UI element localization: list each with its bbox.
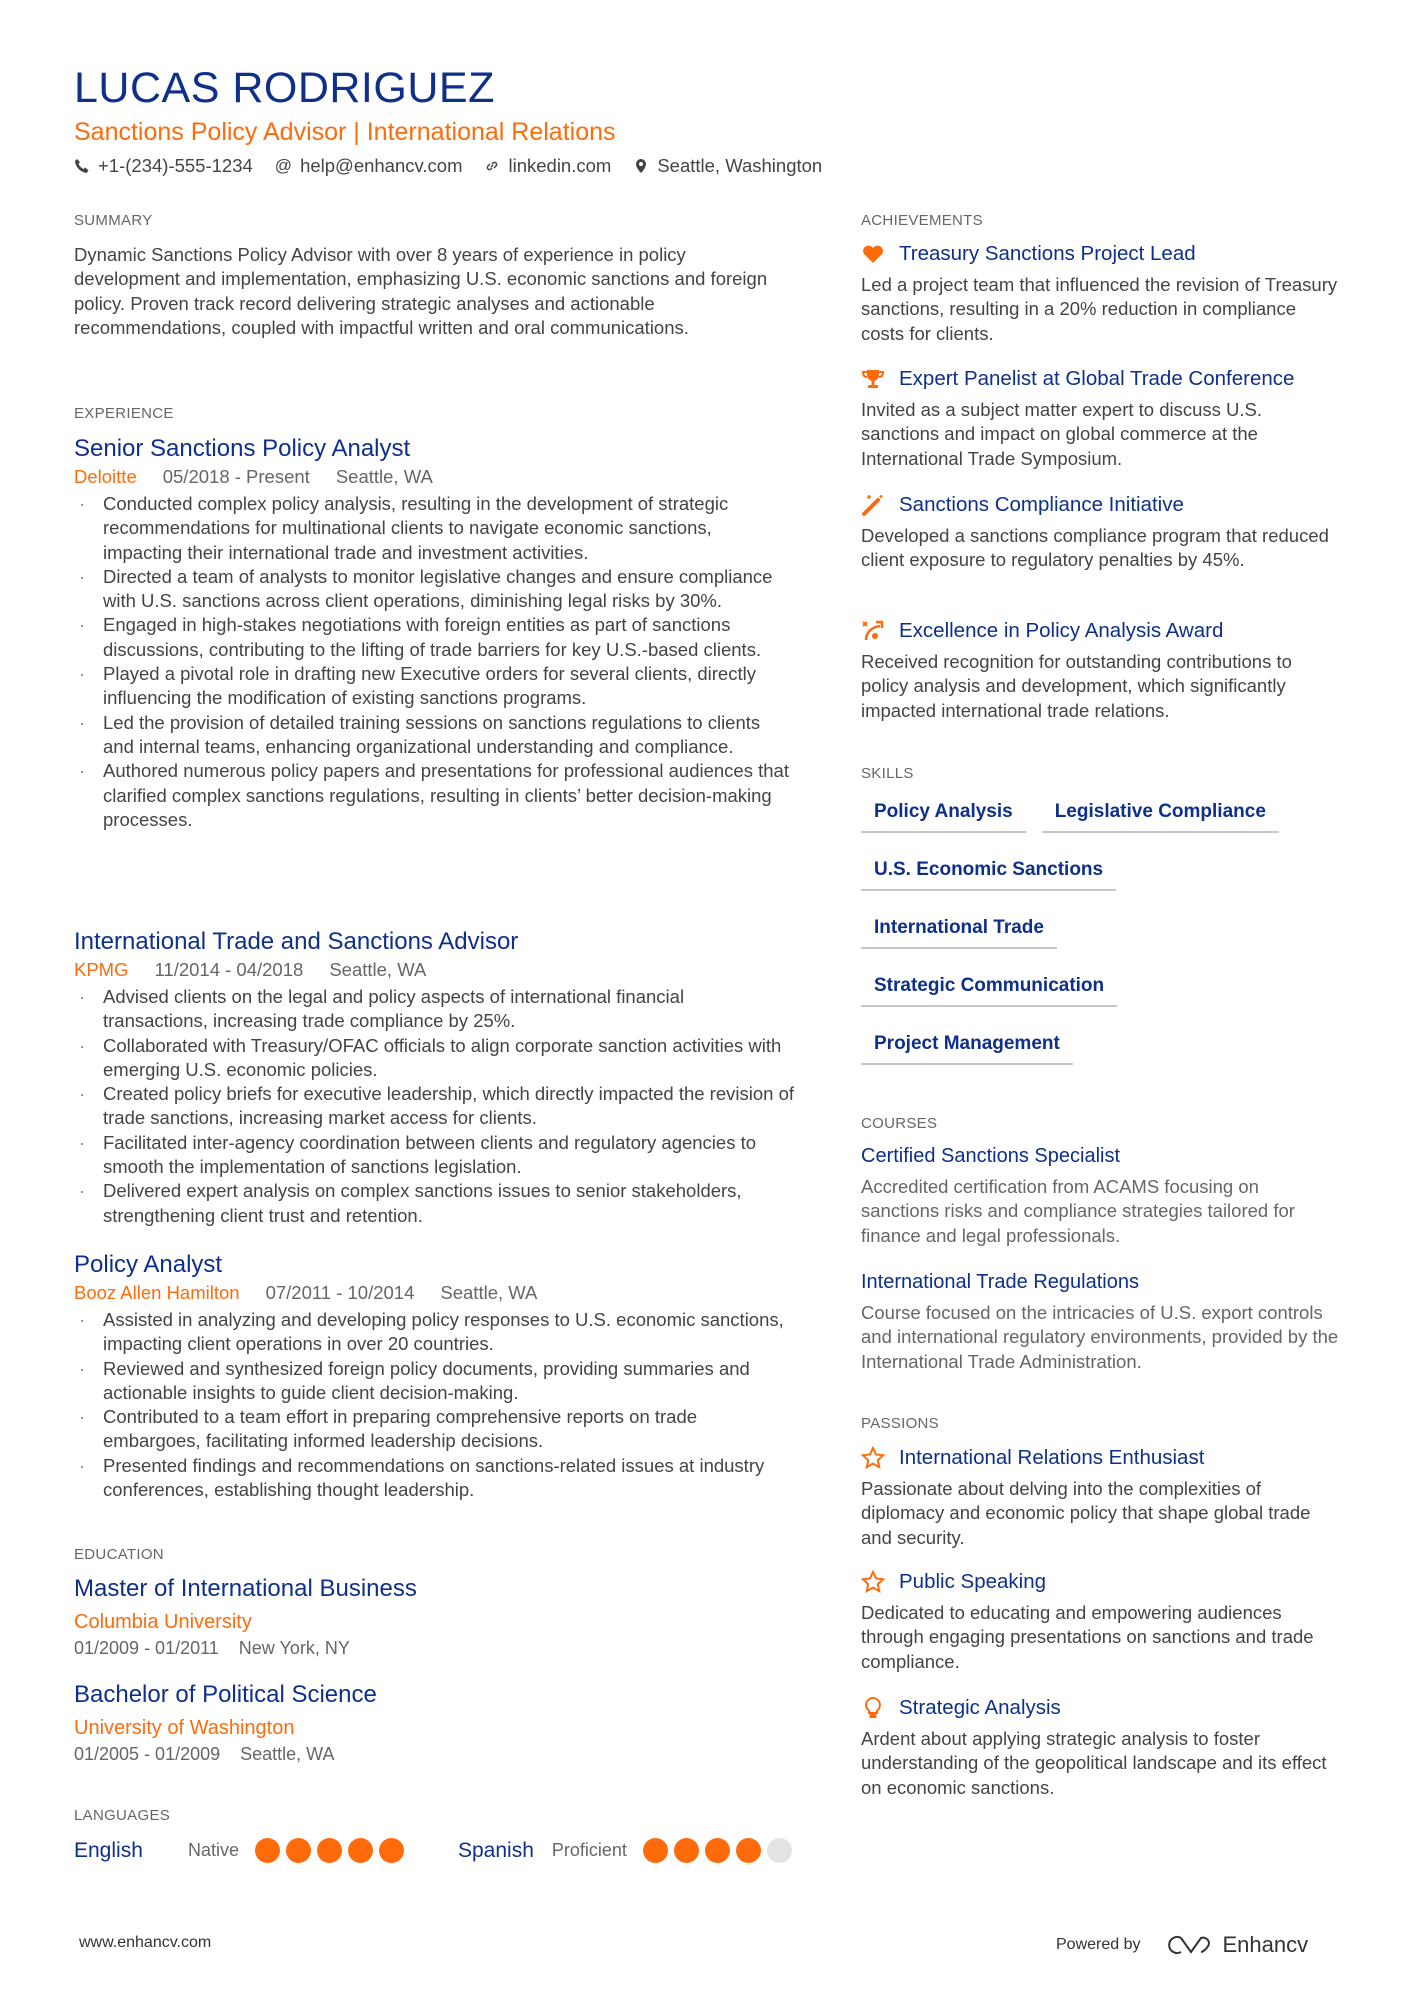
footer-branding (1056, 1932, 1308, 1958)
bullet: · Collaborated with Treasury/OFAC officials to align corporate sanction activities with emerging U.S. economic policies. (74, 1034, 794, 1083)
star-icon (861, 1570, 885, 1594)
passion-item (861, 1568, 1341, 1674)
skill-tag: U.S. Economic Sanctions (861, 853, 1116, 891)
languages-heading: LANGUAGES (74, 1807, 171, 1824)
achievement-title: Sanctions Compliance Initiative (899, 493, 1184, 516)
enhancv-logo-icon (1167, 1934, 1213, 1956)
skill-tag: International Trade (861, 911, 1057, 949)
passion-item (861, 1444, 1341, 1550)
phone: +1-(234)-555-1234 (98, 155, 253, 176)
edu-dates: 01/2009 - 01/2011 (74, 1638, 219, 1658)
bullet: · Engaged in high-stakes negotiations with foreign entities as part of sanctions discussions, contributing to the lifting of trade barriers for key U.S.-based clients. (74, 613, 794, 662)
footer-website[interactable]: www.enhancv.com (79, 1934, 212, 1951)
rating-dot-filled (348, 1838, 373, 1863)
link-icon (484, 158, 500, 174)
rating-dot-filled (736, 1838, 761, 1863)
school: Columbia University (74, 1611, 252, 1633)
skills-heading: SKILLS (861, 765, 914, 782)
bullet: · Played a pivotal role in drafting new Executive orders for several clients, directly influencing the modification of existing sanctions programs. (74, 662, 794, 711)
language-rating (255, 1838, 404, 1863)
passion-text: Passionate about delving into the complexities of diplomacy and economic policy that shape global trade and security. (861, 1478, 1311, 1548)
language-english (74, 1838, 404, 1863)
job-bullets (74, 1308, 794, 1502)
language-level: Proficient (551, 1840, 627, 1860)
job-bullets (74, 985, 794, 1228)
passion-title: Strategic Analysis (899, 1696, 1061, 1719)
strategy-icon (861, 619, 885, 643)
passion-text: Ardent about applying strategic analysis to foster understanding of the geopolitical landscape and its effect on economic sanctions. (861, 1728, 1327, 1798)
edu-location: New York, NY (238, 1638, 350, 1658)
job-title: International Trade and Sanctions Advisor (74, 928, 519, 955)
achievement-item (861, 365, 1341, 471)
job-location: Seattle, WA (440, 1282, 538, 1303)
rating-dot-filled (705, 1838, 730, 1863)
bullet: · Reviewed and synthesized foreign policy documents, providing summaries and actionable insights to guide client decision-making. (74, 1357, 794, 1406)
bullet: · Assisted in analyzing and developing policy responses to U.S. economic sanctions, impacting client operations in over 20 countries. (74, 1308, 794, 1357)
bullet: · Created policy briefs for executive leadership, which directly impacted the revision of trade sanctions, increasing market access for clients. (74, 1082, 794, 1131)
passion-title: International Relations Enthusiast (899, 1446, 1205, 1469)
bullet: · Led the provision of detailed training sessions on sanctions regulations to clients and internal teams, enhancing organizational understanding and compliance. (74, 711, 794, 760)
job-location: Seattle, WA (335, 466, 433, 487)
skill-tag: Legislative Compliance (1042, 795, 1279, 833)
job-entry (74, 1250, 794, 1502)
summary-text: Dynamic Sanctions Policy Advisor with over 8 years of experience in policy development and implementation, emphasizing U.S. economic sanctions and foreign policy. Proven track record delivering strategic analyses and actionable recommendations, coupled with impactful written and oral communications. (74, 244, 768, 339)
experience-heading: EXPERIENCE (74, 405, 174, 422)
magic-wand-icon (861, 493, 885, 517)
achievement-item (861, 617, 1341, 723)
star-icon (861, 1446, 885, 1470)
job-location: Seattle, WA (329, 959, 427, 980)
passion-text: Dedicated to educating and empowering audiences through engaging presentations on sanctions and trade compliance. (861, 1602, 1314, 1672)
language-rating (643, 1838, 792, 1863)
bullet: · Authored numerous policy papers and presentations for professional audiences that clarified complex sanctions regulations, resulting in clients’ better decision-making processes. (74, 759, 794, 832)
linkedin-link[interactable]: linkedin.com (508, 155, 612, 176)
bullet: · Conducted complex policy analysis, resulting in the development of strategic recommendations for multinational clients to navigate economic sanctions, impacting their international trade and investment activities. (74, 492, 794, 565)
education-entry (74, 1574, 794, 1660)
achievement-title: Excellence in Policy Analysis Award (899, 619, 1224, 642)
language-level: Native (188, 1840, 240, 1860)
school: University of Washington (74, 1717, 295, 1739)
education-entry (74, 1680, 794, 1766)
job-dates: 11/2014 - 04/2018 (154, 959, 304, 980)
passion-title: Public Speaking (899, 1570, 1047, 1593)
location: Seattle, Washington (657, 155, 823, 176)
skill-tag: Strategic Communication (861, 969, 1117, 1007)
achievement-title: Expert Panelist at Global Trade Conference (899, 367, 1295, 390)
rating-dot-filled (317, 1838, 342, 1863)
degree: Master of International Business (74, 1575, 417, 1602)
course-title: Certified Sanctions Specialist (861, 1145, 1121, 1167)
achievement-text: Led a project team that influenced the revision of Treasury sanctions, resulting in a 20% reduction in compliance costs for clients. (861, 274, 1338, 344)
courses-heading: COURSES (861, 1115, 938, 1132)
achievement-item (861, 491, 1341, 573)
heart-icon (861, 242, 885, 266)
passions-heading: PASSIONS (861, 1415, 939, 1432)
job-dates: 07/2011 - 10/2014 (265, 1282, 415, 1303)
course-text: Accredited certification from ACAMS focusing on sanctions risks and compliance strategies tailored for finance and legal professionals. (861, 1176, 1295, 1246)
job-entry (74, 434, 794, 832)
bullet: · Advised clients on the legal and policy aspects of international financial transactions, increasing trade compliance by 25%. (74, 985, 794, 1034)
achievement-text: Received recognition for outstanding contributions to policy analysis and development, which significantly impacted international trade relations. (861, 651, 1292, 721)
job-title: Senior Sanctions Policy Analyst (74, 435, 411, 462)
rating-dot-filled (643, 1838, 668, 1863)
company: KPMG (74, 959, 129, 980)
course-item (861, 1142, 1341, 1248)
skills-list (861, 795, 1341, 1065)
achievement-title: Treasury Sanctions Project Lead (899, 242, 1196, 265)
at-icon: @ (274, 156, 293, 175)
skill-tag: Project Management (861, 1027, 1073, 1065)
rating-dot-filled (379, 1838, 404, 1863)
rating-dot-filled (286, 1838, 311, 1863)
job-bullets (74, 492, 794, 832)
achievement-text: Invited as a subject matter expert to discuss U.S. sanctions and impact on global commerce at the International Trade Symposium. (861, 399, 1263, 469)
contact-bar (74, 155, 822, 177)
passion-item (861, 1694, 1341, 1800)
skill-tag: Policy Analysis (861, 795, 1026, 833)
edu-dates: 01/2005 - 01/2009 (74, 1744, 221, 1764)
bullet: · Presented findings and recommendations on sanctions-related issues at industry conferences, establishing thought leadership. (74, 1454, 794, 1503)
achievements-heading: ACHIEVEMENTS (861, 212, 983, 229)
email[interactable]: help@enhancv.com (300, 155, 463, 176)
bullet: · Facilitated inter-agency coordination between clients and regulatory agencies to smooth the implementation of sanctions legislation. (74, 1131, 794, 1180)
degree: Bachelor of Political Science (74, 1681, 377, 1708)
trophy-icon (861, 367, 885, 391)
job-dates: 05/2018 - Present (162, 466, 310, 487)
language-name: English (74, 1838, 143, 1862)
job-entry (74, 927, 794, 1228)
achievement-item (861, 240, 1341, 346)
achievement-text: Developed a sanctions compliance program that reduced client exposure to regulatory penalties by 45%. (861, 525, 1329, 571)
rating-dot-filled (674, 1838, 699, 1863)
course-item (861, 1268, 1341, 1374)
location-pin-icon (633, 158, 649, 174)
company: Deloitte (74, 466, 137, 487)
language-spanish (458, 1838, 792, 1863)
education-heading: EDUCATION (74, 1546, 164, 1563)
course-title: International Trade Regulations (861, 1271, 1139, 1293)
bullet: · Directed a team of analysts to monitor legislative changes and ensure compliance with U.S. sanctions across client operations, diminishing legal risks by 30%. (74, 565, 794, 614)
enhancv-brand: Enhancv (1222, 1932, 1309, 1957)
job-title: Policy Analyst (74, 1251, 223, 1278)
lightbulb-icon (861, 1696, 885, 1720)
edu-location: Seattle, WA (240, 1744, 335, 1764)
company: Booz Allen Hamilton (74, 1282, 240, 1303)
headline: Sanctions Policy Advisor | International Relations (74, 118, 616, 146)
rating-dot-filled (255, 1838, 280, 1863)
phone-icon (74, 158, 90, 174)
summary-heading: SUMMARY (74, 212, 153, 229)
bullet: · Contributed to a team effort in preparing comprehensive reports on trade embargoes, facilitating informed leadership decisions. (74, 1405, 794, 1454)
rating-dot-empty (767, 1838, 792, 1863)
course-text: Course focused on the intricacies of U.S. export controls and international regulatory environments, provided by the International Trade Administration. (861, 1302, 1339, 1372)
powered-by-label: Powered by (1056, 1936, 1141, 1953)
bullet: · Delivered expert analysis on complex sanctions issues to senior stakeholders, strengthening client trust and retention. (74, 1179, 794, 1228)
language-name: Spanish (458, 1838, 534, 1862)
candidate-name: LUCAS RODRIGUEZ (74, 64, 495, 112)
